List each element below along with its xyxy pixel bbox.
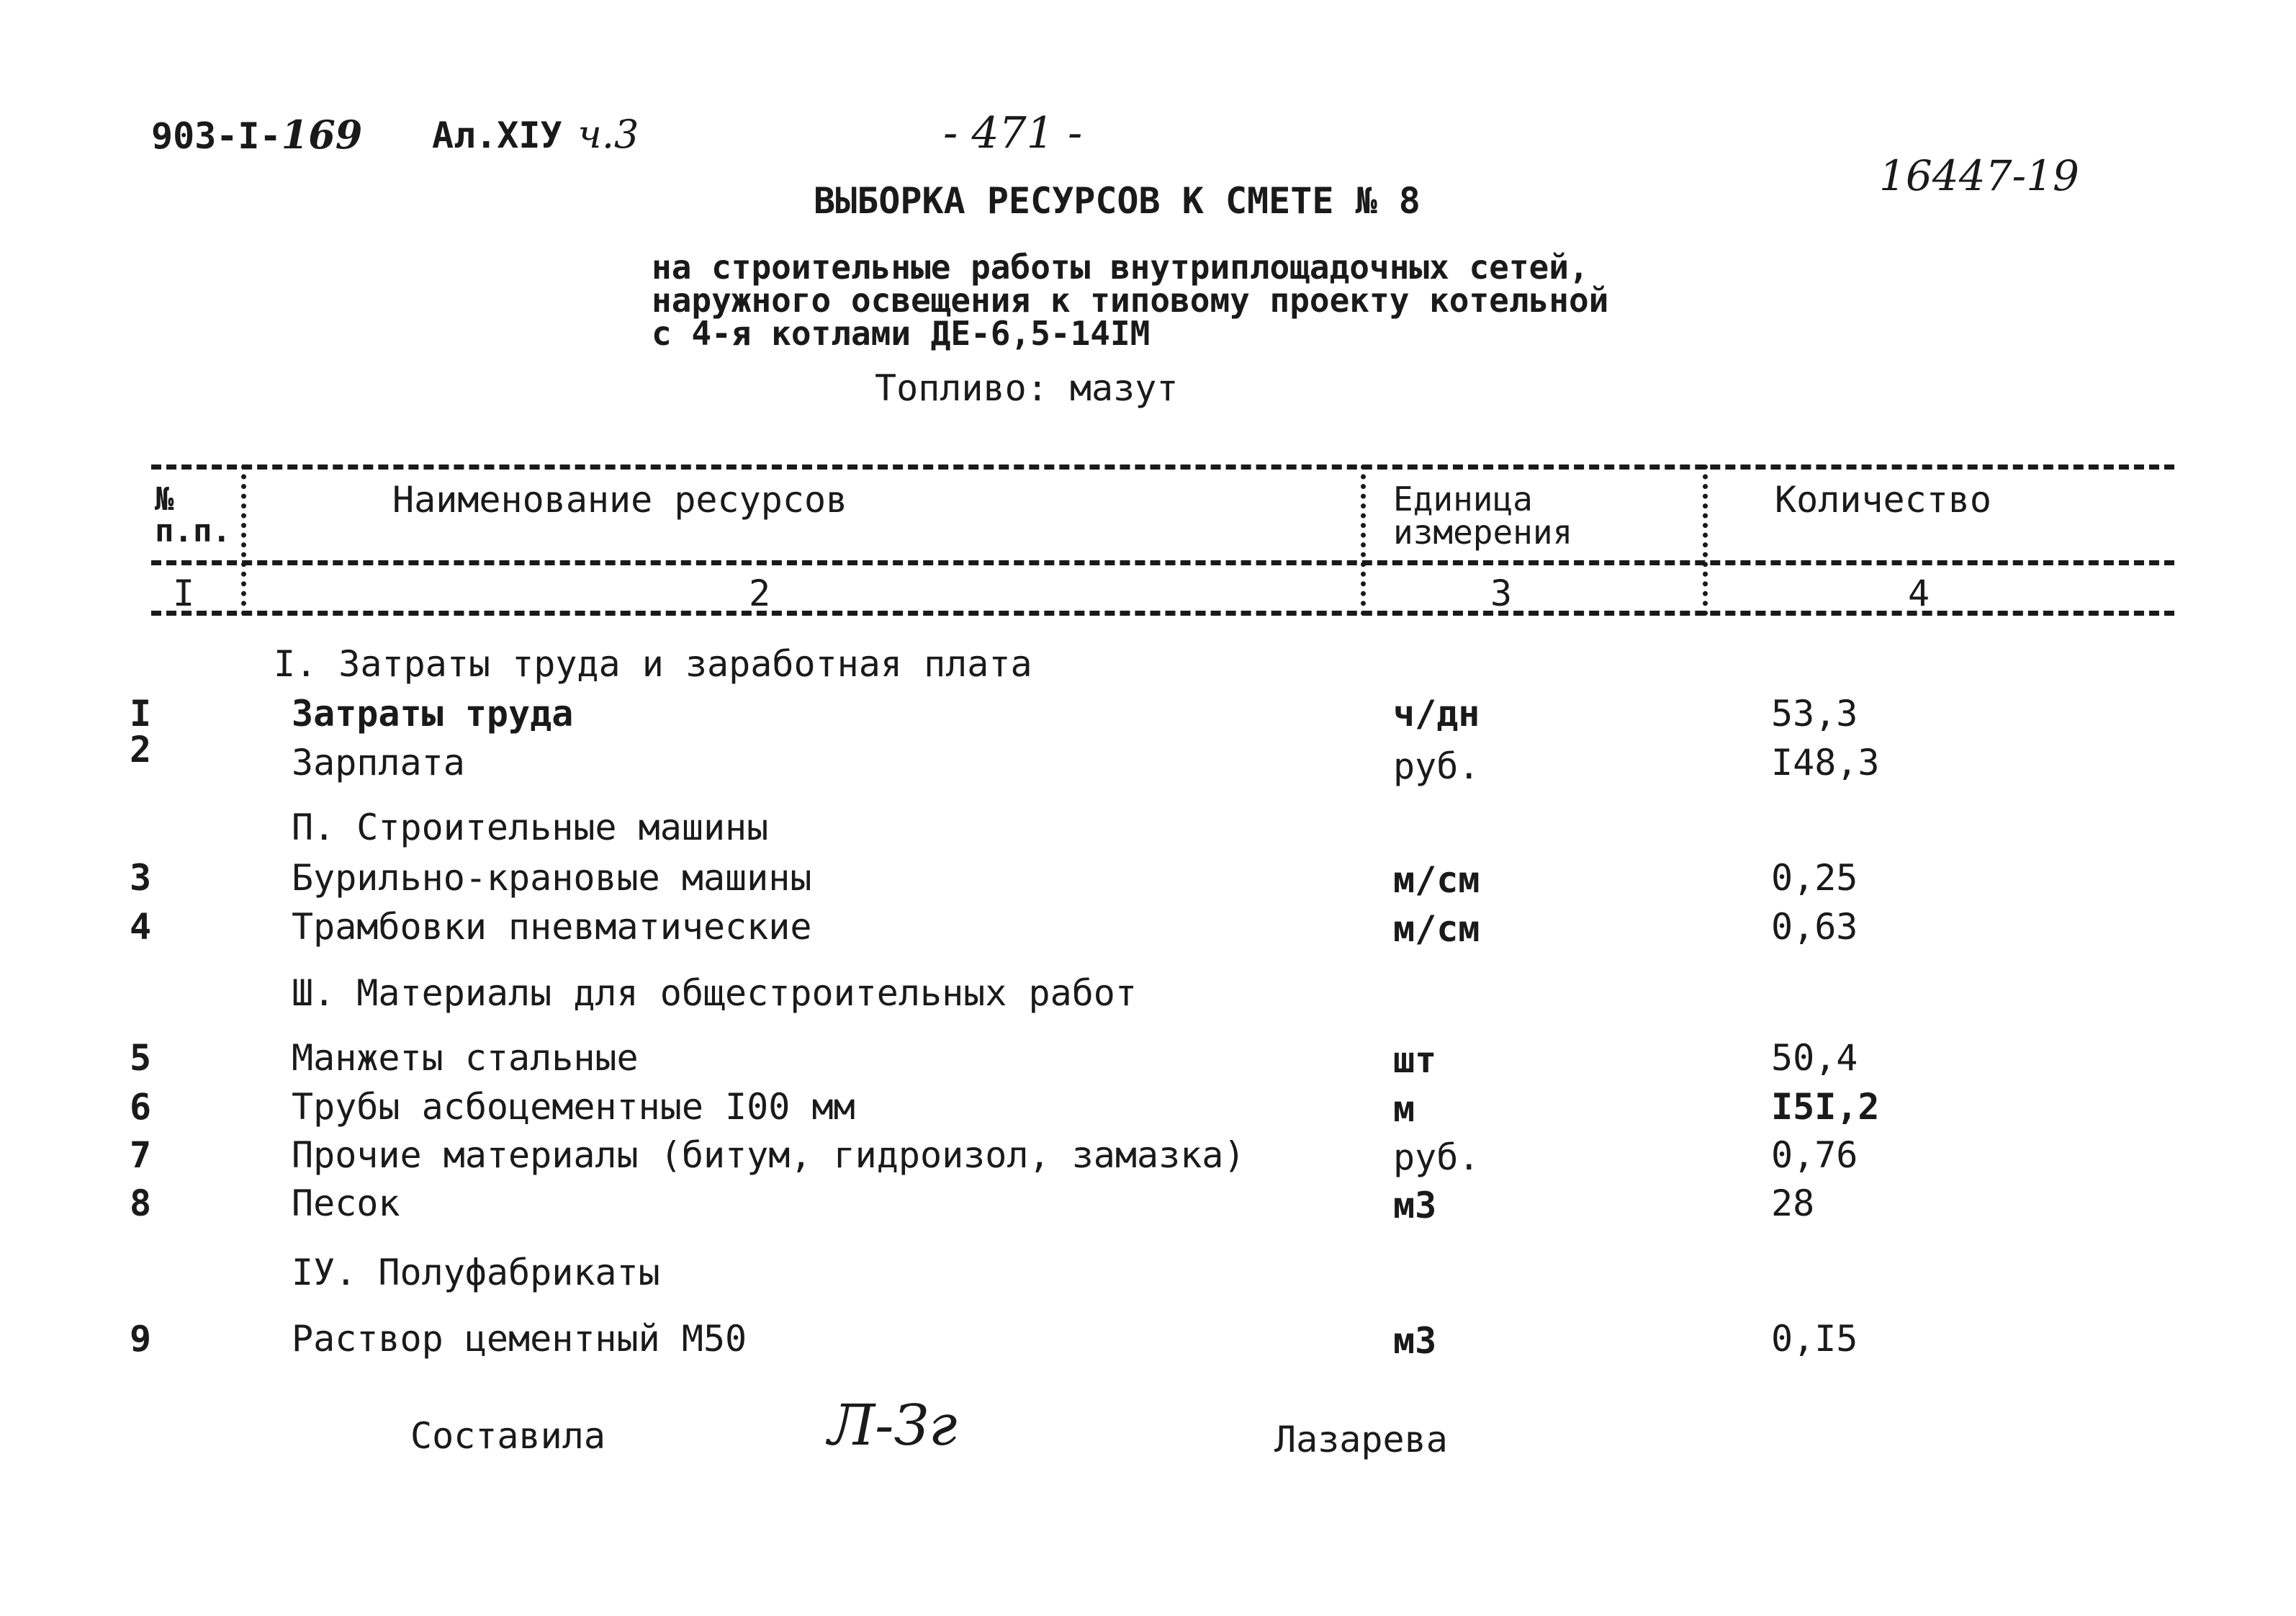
col-divider-1 — [241, 464, 246, 616]
column-number-1: I — [173, 573, 195, 614]
compiled-by-label: Составила — [410, 1415, 605, 1457]
row-name: Прочие материалы (битум, гидроизол, замазка) — [292, 1134, 1246, 1176]
fuel-label: Топливо: мазут — [875, 367, 1179, 409]
series-code-handwritten: 169 — [281, 112, 363, 158]
album-ref — [432, 112, 639, 157]
album-part-handwritten: ч.3 — [577, 112, 639, 157]
subtitle-line-3: с 4-я котлами ДЕ-6,5-14IМ — [652, 314, 1151, 353]
row-name: Затраты труда — [292, 693, 574, 735]
row-number: 7 — [130, 1134, 152, 1176]
header-unit — [1393, 480, 1573, 552]
table-colnum-rule — [151, 611, 2174, 616]
table-header-rule — [151, 560, 2174, 565]
row-unit: руб. — [1393, 745, 1480, 787]
row-qty: I5I,2 — [1771, 1086, 1880, 1128]
section-title: IУ. Полуфабрикаты — [292, 1252, 660, 1293]
header-num — [155, 481, 231, 549]
column-number-2: 2 — [749, 573, 771, 614]
row-unit: м/см — [1393, 859, 1480, 901]
page-number: - 471 - — [943, 108, 1083, 158]
row-number: I — [130, 693, 152, 735]
row-unit: м — [1393, 1088, 1415, 1130]
subtitle — [652, 248, 1609, 353]
row-name: Раствор цементный М50 — [292, 1318, 747, 1360]
row-number: 2 — [130, 729, 152, 771]
row-unit: шт — [1393, 1039, 1437, 1081]
header-unit-line-2: измерения — [1393, 513, 1573, 552]
row-qty: 0,25 — [1771, 857, 1858, 899]
header-unit-line-1: Единица — [1393, 480, 1533, 519]
section-title: П. Строительные машины — [292, 807, 769, 848]
row-number: 5 — [130, 1037, 152, 1079]
row-unit: руб. — [1393, 1136, 1480, 1178]
section-title: I. Затраты труда и заработная плата — [274, 643, 1032, 685]
row-name: Трубы асбоцементные I00 мм — [292, 1086, 855, 1128]
inventory-number: 16447-19 — [1879, 151, 2079, 200]
row-name: Песок — [292, 1182, 400, 1224]
row-unit: ч/дн — [1393, 693, 1480, 735]
document-title: ВЫБОРКА РЕСУРСОВ К СМЕТЕ № 8 — [814, 180, 1421, 222]
section-title: Ш. Материалы для общестроительных работ — [292, 972, 1137, 1014]
header-num-line-1: № — [155, 481, 174, 518]
row-unit: м/см — [1393, 908, 1480, 950]
album-typed: Ал.XIУ — [432, 115, 562, 156]
row-qty: 50,4 — [1771, 1037, 1858, 1079]
row-qty: 0,76 — [1771, 1134, 1858, 1176]
header-name: Наименование ресурсов — [392, 479, 848, 521]
row-unit: м3 — [1393, 1185, 1437, 1226]
row-qty: 0,63 — [1771, 906, 1858, 948]
row-number: 3 — [130, 857, 152, 899]
row-name: Зарплата — [292, 742, 465, 784]
row-number: 9 — [130, 1318, 152, 1360]
row-qty: 53,3 — [1771, 693, 1858, 735]
row-number: 4 — [130, 906, 152, 948]
row-qty: 28 — [1771, 1182, 1815, 1224]
series-code — [151, 112, 362, 158]
column-number-3: 3 — [1490, 573, 1513, 614]
row-name: Трамбовки пневматические — [292, 906, 812, 948]
row-number: 6 — [130, 1086, 152, 1128]
row-name: Бурильно-крановые машины — [292, 857, 812, 899]
row-name: Манжеты стальные — [292, 1037, 639, 1079]
subtitle-line-1: на строительные работы внутриплощадочных сетей, — [652, 248, 1589, 287]
header-qty: Количество — [1775, 479, 1992, 521]
column-number-4: 4 — [1908, 573, 1930, 614]
subtitle-line-2: наружного освещения к типовому проекту котельной — [652, 281, 1609, 320]
col-divider-3 — [1703, 464, 1708, 616]
row-qty: 0,I5 — [1771, 1318, 1858, 1360]
row-unit: м3 — [1393, 1320, 1437, 1362]
row-qty: I48,3 — [1771, 742, 1880, 784]
series-code-typed: 903-I- — [151, 115, 282, 157]
table-top-rule — [151, 464, 2174, 470]
header-num-line-2: п.п. — [155, 513, 231, 549]
col-divider-2 — [1361, 464, 1366, 616]
compiler-name: Лазарева — [1274, 1419, 1448, 1460]
row-number: 8 — [130, 1182, 152, 1224]
signature: Л-Зг — [828, 1393, 958, 1458]
